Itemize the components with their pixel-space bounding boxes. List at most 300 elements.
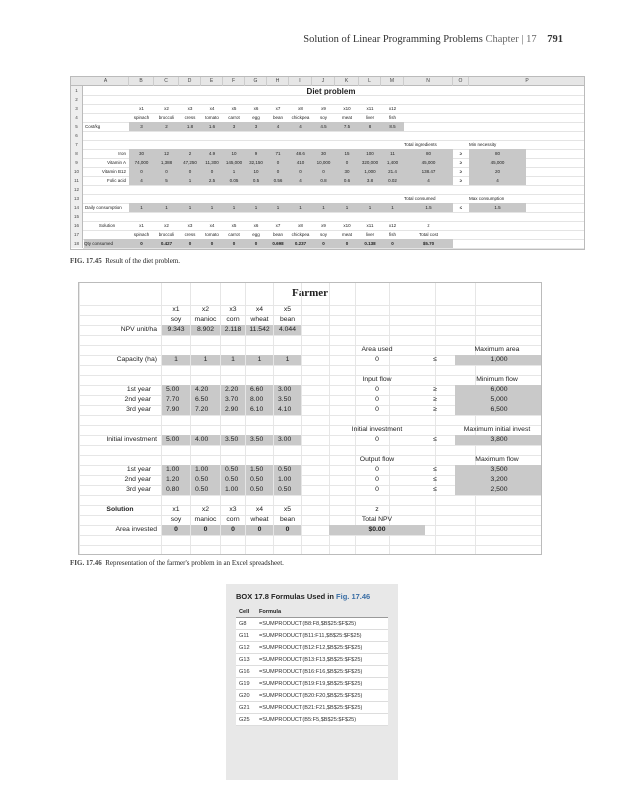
qty-value: 0.427 xyxy=(154,239,179,248)
caption-2-label: FIG. 17.46 xyxy=(70,559,102,567)
init-inv-coef: 4.00 xyxy=(191,435,220,445)
gridline xyxy=(79,545,541,546)
input-coef: 3.70 xyxy=(221,395,245,405)
solution-food: cress xyxy=(184,232,196,237)
cost-cell: 4 xyxy=(267,122,289,131)
nutrient-value: 320,000 xyxy=(359,158,381,167)
solution-food: carrot xyxy=(228,232,240,237)
input-coef: 4.20 xyxy=(191,385,220,395)
var-label: x4 xyxy=(209,106,215,111)
row-number: 5 xyxy=(71,122,83,131)
diet-title: Diet problem xyxy=(306,87,356,96)
input-min: 5,000 xyxy=(455,395,542,405)
nutrient-total: 4 xyxy=(404,176,453,185)
row-number: 7 xyxy=(71,140,83,149)
formula-row xyxy=(236,714,388,726)
daily-value: 1 xyxy=(154,203,179,212)
input-operator: ≥ xyxy=(433,386,437,393)
daily-value: 1 xyxy=(129,203,154,212)
food-label: spinach xyxy=(133,115,150,120)
initial-investment-col-label: Initial investment xyxy=(351,426,403,433)
qty-value: 0 xyxy=(201,239,223,248)
nutrient-value: 0 xyxy=(267,158,289,167)
area-invested-value: 0 xyxy=(162,525,190,535)
solution-var: x3 xyxy=(187,223,193,228)
var-label: x3 xyxy=(187,106,193,111)
capacity-coef: 1 xyxy=(162,355,190,365)
nutrient-name: Vitamin B12 xyxy=(101,169,126,174)
formula-text: =SUMPRODUCT(B21:F21,$B$25:$F$25) xyxy=(256,702,388,714)
daily-value: 1 xyxy=(179,203,201,212)
nutrient-value: 15 xyxy=(335,149,359,158)
cost-cell: 3 xyxy=(129,122,154,131)
capacity-operator: ≤ xyxy=(433,356,437,363)
daily-value: 1 xyxy=(223,203,245,212)
output-coef: 0.50 xyxy=(191,475,220,485)
capacity-max: 1,000 xyxy=(455,355,542,365)
header-separator: | xyxy=(521,34,524,45)
col-header-h: H xyxy=(267,77,289,86)
row-number: 6 xyxy=(71,131,83,140)
solution-var: x4 xyxy=(209,223,215,228)
col-header-g: G xyxy=(245,77,267,86)
max-area-label: Maximum area xyxy=(474,346,520,353)
daily-value: 1 xyxy=(267,203,289,212)
formula-cell-ref: G16 xyxy=(236,666,256,678)
output-coef: 1.00 xyxy=(162,465,190,475)
area-invested-value: 0 xyxy=(274,525,301,535)
var-label: x11 xyxy=(366,106,374,111)
solution-food: egg xyxy=(252,232,260,237)
col-formula-header: Formula xyxy=(256,607,388,618)
area-invested-value: 0 xyxy=(246,525,273,535)
nutrient-min: 4 xyxy=(469,176,526,185)
solution-food: meat xyxy=(341,232,352,237)
solution-var: x7 xyxy=(275,223,281,228)
food-label: carrot xyxy=(228,115,240,120)
daily-max: 1.5 xyxy=(469,203,526,212)
nutrient-value: 0.02 xyxy=(381,176,404,185)
formula-text: =SUMPRODUCT(B12:F12,$B$25:$F$25) xyxy=(256,642,388,654)
food-label: egg xyxy=(252,115,260,120)
gridline xyxy=(79,305,541,306)
npv-value: 9.343 xyxy=(162,325,190,335)
col-header-c: C xyxy=(154,77,179,86)
nutrient-value: 0 xyxy=(335,158,359,167)
output-coef: 0.50 xyxy=(221,475,245,485)
food-label: chickpea xyxy=(291,115,310,120)
nutrient-value: 11,300 xyxy=(201,158,223,167)
row-number: 12 xyxy=(71,185,83,194)
row-number: 4 xyxy=(71,113,83,122)
nutrient-value: 12 xyxy=(154,149,179,158)
qty-value: 0 xyxy=(179,239,201,248)
formula-row xyxy=(236,642,388,654)
crop-var: x1 xyxy=(172,306,180,313)
max-initial-invest-label: Maximum initial invest xyxy=(463,426,531,433)
z-label: z xyxy=(375,506,379,513)
max-consumption-label: Max consumption xyxy=(469,196,505,201)
input-coef: 3.00 xyxy=(274,385,301,395)
formula-cell-ref: G8 xyxy=(236,618,256,630)
total-cost-label: Total cost xyxy=(418,232,438,237)
nutrient-name: Iron xyxy=(118,151,126,156)
formula-cell-ref: G12 xyxy=(236,642,256,654)
solution-food: fish xyxy=(388,232,396,237)
area-invested-value: 0 xyxy=(221,525,245,535)
gridline xyxy=(79,365,541,366)
capacity-coef: 1 xyxy=(221,355,245,365)
nutrient-total: 138.47 xyxy=(404,167,453,176)
qty-value: 0.138 xyxy=(359,239,381,248)
daily-consumption-label: Daily consumption xyxy=(85,205,122,210)
cost-cell: 4.5 xyxy=(312,122,335,131)
daily-value: 1 xyxy=(359,203,381,212)
row-number: 10 xyxy=(71,167,83,176)
var-label: x5 xyxy=(231,106,237,111)
var-label: x6 xyxy=(253,106,259,111)
col-header-b: B xyxy=(129,77,154,86)
col-header-e: E xyxy=(201,77,223,86)
cost-cell: 1.8 xyxy=(179,122,201,131)
figure-caption-2 xyxy=(70,559,284,567)
qty-value: 0 xyxy=(381,239,404,248)
crop-var: x5 xyxy=(283,306,292,313)
nutrient-value: 10 xyxy=(223,149,245,158)
nutrient-value: 145,000 xyxy=(223,158,245,167)
solution-label: Solution xyxy=(106,506,134,513)
area-used-label: Area used xyxy=(361,346,393,353)
nutrient-name: Folic acid xyxy=(106,178,126,183)
caption-2-text: Representation of the farmer's problem in an Excel spreadsheet. xyxy=(105,559,284,567)
nutrient-value: 4 xyxy=(289,176,312,185)
solution-var: x11 xyxy=(366,223,374,228)
nutrient-value: 4.9 xyxy=(201,149,223,158)
formula-cell-ref: G25 xyxy=(236,714,256,726)
solution-var: x2 xyxy=(201,506,210,513)
gridline xyxy=(83,212,584,213)
row-number: 15 xyxy=(71,212,83,221)
qty-consumed-label: Qty consumed xyxy=(84,239,129,248)
output-operator: ≤ xyxy=(433,486,437,493)
init-inv-coef: 3.00 xyxy=(274,435,301,445)
row-number: 14 xyxy=(71,203,83,212)
nutrient-value: 30 xyxy=(335,167,359,176)
box-title-prefix: BOX 17.8 Formulas Used in xyxy=(236,592,337,601)
input-coef: 6.50 xyxy=(191,395,220,405)
solution-food: bean xyxy=(272,232,283,237)
row-number: 2 xyxy=(71,95,83,104)
init-used: 0 xyxy=(375,436,379,443)
cost-cell: 8 xyxy=(359,122,381,131)
nutrient-value: 48.6 xyxy=(289,149,312,158)
capacity-coef: 1 xyxy=(191,355,220,365)
area-invested-label: Area invested xyxy=(115,526,157,533)
max-flow-label: Maximum flow xyxy=(475,456,519,463)
input-operator: ≥ xyxy=(433,396,437,403)
input-coef: 3.50 xyxy=(274,395,301,405)
gridline xyxy=(301,283,302,554)
farmer-title: Farmer xyxy=(291,287,329,299)
col-header-o: O xyxy=(453,77,469,86)
formula-text: =SUMPRODUCT(B16:F16,$B$25:$F$25) xyxy=(256,666,388,678)
gridline xyxy=(79,335,541,336)
solution-var: x5 xyxy=(231,223,237,228)
figure-caption-1 xyxy=(70,257,180,265)
box-figure-link[interactable]: Fig. 17.46 xyxy=(336,592,371,601)
cost-cell: 2 xyxy=(154,122,179,131)
output-used: 0 xyxy=(375,476,379,483)
qty-value: 0 xyxy=(245,239,267,248)
col-header-d: D xyxy=(179,77,201,86)
formula-cell-ref: G11 xyxy=(236,630,256,642)
input-coef: 7.70 xyxy=(162,395,190,405)
input-coef: 7.20 xyxy=(191,405,220,415)
nutrient-value: 0 xyxy=(289,167,312,176)
col-header-k: K xyxy=(335,77,359,86)
food-label: tomato xyxy=(205,115,219,120)
output-coef: 1.00 xyxy=(191,465,220,475)
gridline xyxy=(83,131,584,132)
formula-cell-ref: G21 xyxy=(236,702,256,714)
qty-value: 0.237 xyxy=(289,239,312,248)
output-used: 0 xyxy=(375,486,379,493)
food-label: soy xyxy=(319,115,327,120)
page-number: 791 xyxy=(547,34,563,45)
nutrient-value: 74,000 xyxy=(129,158,154,167)
nutrient-value: 100 xyxy=(359,149,381,158)
nutrient-min: 80 xyxy=(469,149,526,158)
input-operator: ≥ xyxy=(433,406,437,413)
npv-label: NPV unit/ha xyxy=(120,326,157,333)
formula-row xyxy=(236,630,388,642)
input-year-label: 1st year xyxy=(126,386,151,393)
output-year-label: 3rd year xyxy=(126,486,151,493)
col-cell-header: Cell xyxy=(236,607,256,618)
nutrient-value: 5 xyxy=(154,176,179,185)
min-flow-label: Minimum flow xyxy=(476,376,518,383)
crop-name: wheat xyxy=(250,316,269,323)
output-coef: 0.50 xyxy=(246,485,273,495)
formula-row xyxy=(236,690,388,702)
cost-cell: 7.5 xyxy=(335,122,359,131)
gridline xyxy=(79,535,541,536)
row-number: 18 xyxy=(71,239,83,248)
row-number: 8 xyxy=(71,149,83,158)
nutrient-value: 71 xyxy=(267,149,289,158)
output-coef: 0.80 xyxy=(162,485,190,495)
nutrient-total: 45,000 xyxy=(404,158,453,167)
input-coef: 8.00 xyxy=(246,395,273,405)
init-max: 3,800 xyxy=(455,435,542,445)
var-label: x12 xyxy=(388,106,397,111)
output-coef: 1.00 xyxy=(221,485,245,495)
daily-value: 1 xyxy=(312,203,335,212)
diet-spreadsheet xyxy=(70,76,585,250)
nutrient-value: 1,388 xyxy=(154,158,179,167)
row-number: 13 xyxy=(71,194,83,203)
qty-value: 0 xyxy=(129,239,154,248)
solution-crop: soy xyxy=(170,516,182,523)
nutrient-total: 80 xyxy=(404,149,453,158)
daily-operator: ≤ xyxy=(459,205,463,210)
solution-food: liver xyxy=(365,232,375,237)
solution-label: Solution xyxy=(98,223,116,228)
solution-var: x4 xyxy=(255,506,264,513)
nutrient-value: 0 xyxy=(312,167,335,176)
formula-cell-ref: G20 xyxy=(236,690,256,702)
formula-text: =SUMPRODUCT(B13:F13,$B$25:$F$25) xyxy=(256,654,388,666)
input-coef: 2.20 xyxy=(221,385,245,395)
formula-text: =SUMPRODUCT(B8:F8,$B$25:$F$25) xyxy=(256,618,388,630)
row-number: 9 xyxy=(71,158,83,167)
solution-var: x8 xyxy=(298,223,303,228)
cost-label: Cost/kg xyxy=(85,124,101,129)
output-coef: 1.20 xyxy=(162,475,190,485)
col-header-j: J xyxy=(312,77,335,86)
total-cost: $5.70 xyxy=(404,239,453,248)
solution-food: soy xyxy=(319,232,327,237)
output-coef: 0.50 xyxy=(191,485,220,495)
nutrient-operator: ≥ xyxy=(459,169,463,174)
input-used: 0 xyxy=(375,396,379,403)
formula-text: =SUMPRODUCT(B5:F5,$B$25:$F$25) xyxy=(256,714,388,726)
formula-table xyxy=(236,607,388,726)
nutrient-value: 11 xyxy=(381,149,404,158)
nutrient-operator: ≥ xyxy=(459,151,463,156)
gridline xyxy=(79,515,541,516)
npv-value: 2.118 xyxy=(221,325,245,335)
nutrient-value: 0 xyxy=(179,167,201,176)
output-coef: 0.50 xyxy=(274,485,301,495)
daily-value: 1 xyxy=(201,203,223,212)
capacity-used: 0 xyxy=(375,356,379,363)
formula-row xyxy=(236,618,388,630)
gridline xyxy=(475,283,476,554)
min-necessity-label: Min necessity xyxy=(469,142,497,147)
output-operator: ≤ xyxy=(433,476,437,483)
output-coef: 1.50 xyxy=(246,465,273,475)
nutrient-value: 4 xyxy=(129,176,154,185)
nutrient-value: 2.5 xyxy=(201,176,223,185)
input-coef: 2.90 xyxy=(221,405,245,415)
npv-value: 4.044 xyxy=(274,325,301,335)
nutrient-value: 1 xyxy=(223,167,245,176)
nutrient-value: 30 xyxy=(129,149,154,158)
nutrient-value: 1,000 xyxy=(359,167,381,176)
solution-food: broccoli xyxy=(158,232,175,237)
input-flow-label: Input flow xyxy=(362,376,392,383)
solution-crop: bean xyxy=(279,516,296,523)
input-coef: 6.10 xyxy=(246,405,273,415)
input-coef: 7.90 xyxy=(162,405,190,415)
input-year-label: 2nd year xyxy=(124,396,151,403)
var-label: x9 xyxy=(321,106,326,111)
init-inv-coef: 3.50 xyxy=(246,435,273,445)
row-number: 1 xyxy=(71,86,83,95)
initial-investment-label: Initial investment xyxy=(106,436,157,443)
row-number: 17 xyxy=(71,230,83,239)
nutrient-value: 0.05 xyxy=(223,176,245,185)
solution-var: x3 xyxy=(229,506,237,513)
nutrient-value: 21.4 xyxy=(381,167,404,176)
total-npv-label: Total NPV xyxy=(361,516,393,523)
input-coef: 4.10 xyxy=(274,405,301,415)
capacity-label: Capacity (ha) xyxy=(116,356,157,363)
var-label: x7 xyxy=(275,106,281,111)
nutrient-value: 9 xyxy=(245,149,267,158)
input-coef: 5.00 xyxy=(162,385,190,395)
capacity-coef: 1 xyxy=(246,355,273,365)
crop-var: x2 xyxy=(201,306,210,313)
nutrient-value: 10,000 xyxy=(312,158,335,167)
solution-var: x12 xyxy=(388,223,397,228)
cost-cell: 3 xyxy=(223,122,245,131)
nutrient-value: 0.8 xyxy=(312,176,335,185)
nutrient-value: 0.5 xyxy=(245,176,267,185)
input-used: 0 xyxy=(375,406,379,413)
formula-text: =SUMPRODUCT(B20:F20,$B$25:$F$25) xyxy=(256,690,388,702)
daily-value: 1 xyxy=(381,203,404,212)
formula-row xyxy=(236,654,388,666)
nutrient-value: 32,150 xyxy=(245,158,267,167)
formula-row xyxy=(236,678,388,690)
gridline xyxy=(83,95,584,96)
gridline xyxy=(79,415,541,416)
solution-var: x10 xyxy=(343,223,351,228)
gridline xyxy=(79,445,541,446)
nutrient-min: 20 xyxy=(469,167,526,176)
nutrient-value: 10 xyxy=(245,167,267,176)
daily-value: 1 xyxy=(335,203,359,212)
solution-food: spinach xyxy=(133,232,150,237)
npv-value: 11.542 xyxy=(246,325,273,335)
init-operator: ≤ xyxy=(433,436,437,443)
formula-cell-ref: G19 xyxy=(236,678,256,690)
gridline xyxy=(83,185,584,186)
input-min: 6,500 xyxy=(455,405,542,415)
qty-value: 0 xyxy=(312,239,335,248)
var-label: x1 xyxy=(139,106,144,111)
solution-food: tomato xyxy=(205,232,219,237)
qty-value: 0 xyxy=(223,239,245,248)
crop-name: bean xyxy=(279,316,296,323)
col-header-a: A xyxy=(83,77,129,86)
row-number: 3 xyxy=(71,104,83,113)
crop-name: manioc xyxy=(194,316,217,323)
formula-text: =SUMPRODUCT(B19:F19,$B$25:$F$25) xyxy=(256,678,388,690)
solution-food: chickpea xyxy=(291,232,310,237)
output-max: 2,500 xyxy=(455,485,542,495)
output-year-label: 1st year xyxy=(126,466,151,473)
output-coef: 0.50 xyxy=(221,465,245,475)
food-label: broccoli xyxy=(158,115,175,120)
chapter-number: 17 xyxy=(526,34,537,45)
nutrient-value: 410 xyxy=(289,158,312,167)
nutrient-value: 2 xyxy=(179,149,201,158)
crop-name: soy xyxy=(170,316,182,323)
gridline xyxy=(435,283,436,554)
gridline xyxy=(83,248,584,249)
crop-var: x4 xyxy=(255,306,264,313)
input-min: 6,000 xyxy=(455,385,542,395)
col-header-f: F xyxy=(223,77,245,86)
col-header-p: P xyxy=(469,77,585,86)
running-title: Solution of Linear Programming Problems xyxy=(303,34,483,45)
solution-var: x5 xyxy=(283,506,292,513)
food-label: bean xyxy=(272,115,283,120)
output-operator: ≤ xyxy=(433,466,437,473)
